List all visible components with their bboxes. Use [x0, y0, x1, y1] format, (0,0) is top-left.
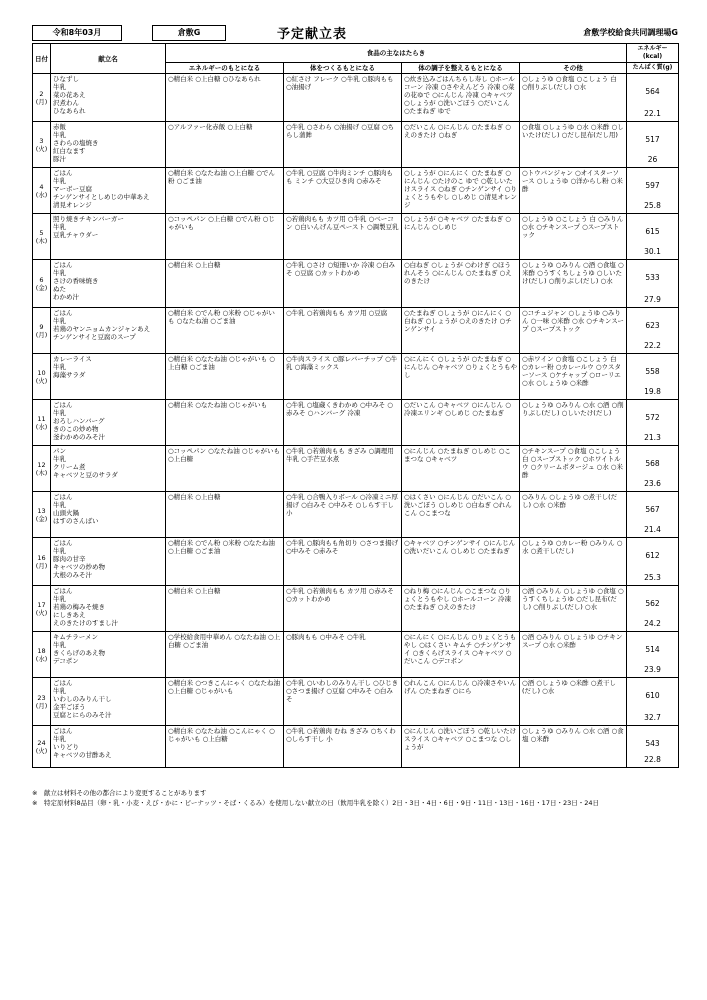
- kcal-value: 610: [645, 691, 660, 700]
- kcal-value: 572: [645, 413, 660, 422]
- body-foods-cell: ○牛乳 ○豆腐 ○牛肉ミンチ ○豚肉もも ミンチ ○大豆ひき肉 ○赤みそ: [284, 168, 402, 214]
- day-of-week: (水): [35, 422, 48, 431]
- dish-name: 牛乳: [53, 131, 66, 139]
- dish-name: 赤飯: [53, 123, 66, 131]
- day-number: 18: [37, 646, 46, 655]
- body-foods-cell: ○牛乳 ○さけ ○短冊いか 冷凍 ○白みそ ○豆腐 ○カットわかめ: [284, 260, 402, 308]
- body-foods-cell: ○牛乳 ○若鶏肉もも カツ用 ○豆腐: [284, 308, 402, 354]
- protein-value: 25.3: [644, 573, 661, 582]
- header-energy: エネルギーのもとになる: [166, 63, 284, 74]
- day-cell: [33, 260, 51, 308]
- other-foods-cell: ○しょうゆ ○みりん ○水 ○酒 ○食塩 ○米酢: [520, 726, 627, 768]
- header-protein: たんぱく質(g): [627, 63, 679, 74]
- day-number: 10: [37, 368, 46, 377]
- condition-foods-cell: ○白ねぎ ○しょうが ○わけぎ ○ほうれんそう ○にんじん ○たまねぎ ○えのきたけ: [402, 260, 520, 308]
- dish-name: わかめ汁: [53, 293, 79, 301]
- day-of-week: (木): [35, 468, 48, 477]
- dish-name: はすのさんばい: [53, 517, 99, 525]
- dish-name: 大根のみそ汁: [53, 571, 92, 579]
- energy-foods-cell: ○アルファー化赤飯 ○上白糖: [166, 122, 284, 168]
- dish-name: ひなあられ: [53, 107, 86, 115]
- dish-name: カレーライス: [53, 355, 92, 363]
- day-number: 23: [37, 693, 46, 702]
- day-number: 9: [39, 322, 44, 331]
- dish-name: にしきあえ: [53, 611, 86, 619]
- day-cell: [33, 308, 51, 354]
- energy-foods-cell: ○コッペパン ○なたね油 ○じゃがいも ○上白糖: [166, 446, 284, 492]
- energy-foods-cell: ○精白米 ○なたね油 ○上白糖 ○でん粉 ○ごま油: [166, 168, 284, 214]
- dish-name: おろしハンバーグ: [53, 417, 105, 425]
- day-row: [33, 214, 679, 260]
- protein-value: 19.8: [644, 387, 661, 396]
- energy-foods-cell: ○コッペパン ○上白糖 ○でん粉 ○じゃがいも: [166, 214, 284, 260]
- dish-cell: [51, 308, 166, 354]
- protein-value: 25.8: [644, 201, 661, 210]
- protein-value: 32.7: [644, 713, 661, 722]
- day-of-week: (木): [35, 236, 48, 245]
- dish-name: 牛乳: [53, 363, 66, 371]
- kcal-value: 564: [645, 87, 660, 96]
- dish-name: 牛乳: [53, 501, 66, 509]
- header-other: その他: [520, 63, 627, 74]
- day-row: [33, 632, 679, 678]
- protein-value: 22.2: [644, 341, 661, 350]
- body-foods-cell: ○牛乳 ○さわら ○油揚げ ○豆腐 ○ちらし蒲鉾: [284, 122, 402, 168]
- day-number: 6: [39, 275, 44, 284]
- dish-name: 豆乳チャウダー: [53, 231, 99, 239]
- header-body: 体をつくるもとになる: [284, 63, 402, 74]
- protein-value: 26: [647, 155, 658, 164]
- dish-name: いわしのみりん干し: [53, 695, 112, 703]
- other-foods-cell: ○しょうゆ ○みりん ○水 ○酒 ○削りぶし(だし) ○しいたけ(だし): [520, 400, 627, 446]
- dish-name: きくらげのあえ物: [53, 649, 105, 657]
- dish-name: 山頭火鍋: [53, 509, 79, 517]
- dish-cell: [51, 260, 166, 308]
- nutrition-cell: [627, 168, 679, 214]
- dish-name: 若鶏のヤンニョムカンジャンあえ: [53, 325, 151, 333]
- dish-name: きのこの炒め物: [53, 425, 99, 433]
- body-foods-cell: ○豚肉もも ○中みそ ○牛乳: [284, 632, 402, 678]
- dish-name: 牛乳: [53, 409, 66, 417]
- day-cell: [33, 122, 51, 168]
- day-cell: [33, 538, 51, 586]
- day-number: 17: [37, 600, 46, 609]
- body-foods-cell: ○牛乳 ○若鶏肉もも カツ用 ○赤みそ ○カットわかめ: [284, 586, 402, 632]
- condition-foods-cell: ○にんにく ○にんじん ○りょくとうもやし ○はくさい キムチ ○チンゲンサイ ○きくらげスライス ○キャベツ ○だいこん ○デコポン: [402, 632, 520, 678]
- energy-foods-cell: ○精白米 ○上白糖 ○ひなあられ: [166, 74, 284, 122]
- day-number: 5: [39, 228, 44, 237]
- energy-foods-cell: ○精白米 ○なたね油 ○こんにゃく ○じゃがいも ○上白糖: [166, 726, 284, 768]
- day-of-week: (月): [35, 97, 48, 106]
- header-condition: 体の調子を整えるもとになる: [402, 63, 520, 74]
- energy-foods-cell: ○精白米 ○でん粉 ○米粉 ○じゃがいも ○なたね油 ○ごま油: [166, 308, 284, 354]
- day-row: [33, 354, 679, 400]
- dish-name: マーボー豆腐: [53, 185, 92, 193]
- day-of-week: (金): [35, 514, 48, 523]
- day-cell: [33, 586, 51, 632]
- condition-foods-cell: ○だいこん ○にんじん ○たまねぎ ○えのきたけ ○ねぎ: [402, 122, 520, 168]
- dish-name: 牛乳: [53, 317, 66, 325]
- dish-cell: [51, 214, 166, 260]
- day-cell: [33, 400, 51, 446]
- dish-name: チンゲンサイと豆腐のスープ: [53, 333, 136, 341]
- dish-name: 牛乳: [53, 641, 66, 649]
- day-cell: [33, 74, 51, 122]
- day-cell: [33, 446, 51, 492]
- protein-value: 21.4: [644, 525, 661, 534]
- energy-foods-cell: ○精白米 ○なたね油 ○じゃがいも ○上白糖 ○ごま油: [166, 354, 284, 400]
- dish-name: 牛乳: [53, 687, 66, 695]
- dish-cell: [51, 632, 166, 678]
- day-number: 11: [37, 414, 46, 423]
- dish-name: ごはん: [53, 493, 73, 501]
- dish-name: えのきたけのすまし汁: [53, 619, 118, 627]
- day-row: [33, 308, 679, 354]
- body-foods-cell: ○牛乳 ○豚肉もも角切り ○さつま揚げ ○中みそ ○赤みそ: [284, 538, 402, 586]
- dish-name: ごはん: [53, 727, 73, 735]
- dish-name: パン: [53, 447, 66, 455]
- dish-name: キャベツの炒め物: [53, 563, 105, 571]
- dish-name: ごはん: [53, 169, 73, 177]
- day-row: [33, 74, 679, 122]
- other-foods-cell: ○しょうゆ ○みりん ○酒 ○食塩 ○米酢 ○うすくちしょうゆ ○しいたけ(だし) ○削りぶし(だし) ○水: [520, 260, 627, 308]
- dish-name: 若鶏の梅みそ焼き: [53, 603, 105, 611]
- kcal-value: 543: [645, 739, 660, 748]
- condition-foods-cell: ○れんこん ○にんじん ○冷凍さやいんげん ○たまねぎ ○にら: [402, 678, 520, 726]
- kitchen-name: 倉敷学校給食共同調理場G: [583, 28, 678, 37]
- other-foods-cell: ○酒 ○しょうゆ ○米酢 ○煮干し(だし) ○水: [520, 678, 627, 726]
- condition-foods-cell: ○しょうが ○にんにく ○たまねぎ ○にんじん ○たけのこ ゆで ○乾しいたけスライス ○ねぎ ○チンゲンサイ ○りょくとうもやし ○しめじ ○清見オレンジ: [402, 168, 520, 214]
- body-foods-cell: ○若鶏肉もも カツ用 ○牛乳 ○ベーコン ○白いんげん豆ペースト ○調製豆乳: [284, 214, 402, 260]
- dish-name: 牛乳: [53, 547, 66, 555]
- dish-name: 牛乳: [53, 455, 66, 463]
- other-foods-cell: ○しょうゆ ○カレー粉 ○みりん ○水 ○煮干し(だし): [520, 538, 627, 586]
- other-foods-cell: ○みりん ○しょうゆ ○煮干し(だし) ○水 ○米酢: [520, 492, 627, 538]
- menu-body: [33, 74, 679, 768]
- other-foods-cell: ○しょうゆ ○食塩 ○こしょう 白 ○削りぶし(だし) ○水: [520, 74, 627, 122]
- day-of-week: (火): [35, 746, 48, 755]
- nutrition-cell: [627, 538, 679, 586]
- header-kcal: エネルギー(kcal): [627, 44, 679, 63]
- body-foods-cell: ○牛乳 ○若鶏肉 むね きざみ ○ちくわ ○しらす干し 小: [284, 726, 402, 768]
- condition-foods-cell: ○だいこん ○キャベツ ○にんじん ○冷凍エリンギ ○しめじ ○たまねぎ: [402, 400, 520, 446]
- other-foods-cell: ○赤ワイン ○食塩 ○こしょう 白 ○カレー粉 ○カレールウ ○ウスターソース ○ケチャップ ○ローリエ ○水 ○しょうゆ ○米酢: [520, 354, 627, 400]
- dish-name: 照り焼きチキンバーガー: [53, 215, 124, 223]
- protein-value: 22.1: [644, 109, 661, 118]
- condition-foods-cell: ○ねり梅 ○にんじん ○こまつな ○りょくとうもやし ○ホールコーン 冷凍 ○たまねぎ ○えのきたけ: [402, 586, 520, 632]
- dish-name: ごはん: [53, 261, 73, 269]
- body-foods-cell: ○牛肉スライス ○豚レバーチップ ○牛乳 ○海藻ミックス: [284, 354, 402, 400]
- nutrition-cell: [627, 492, 679, 538]
- dish-name: さけの香味焼き: [53, 277, 99, 285]
- day-cell: [33, 678, 51, 726]
- dish-cell: [51, 74, 166, 122]
- protein-value: 24.2: [644, 619, 661, 628]
- day-number: 2: [39, 89, 44, 98]
- dish-name: ごはん: [53, 539, 73, 547]
- dish-name: 牛乳: [53, 595, 66, 603]
- body-foods-cell: ○牛乳 ○いわしのみりん干し ○ひじき ○さつま揚げ ○豆腐 ○中みそ ○白みそ: [284, 678, 402, 726]
- energy-foods-cell: ○精白米 ○上白糖: [166, 586, 284, 632]
- kcal-value: 562: [645, 599, 660, 608]
- condition-foods-cell: ○炊き込みごはんちらし寿し ○ホールコーン 冷凍 ○さやえんどう 冷凍 ○菜の花ゆで ○にんじん 冷凍 ○キャベツ ○しょうが ○洗いごぼう ○だいこん ○たまねぎ ゆで: [402, 74, 520, 122]
- day-of-week: (水): [35, 190, 48, 199]
- kcal-value: 514: [645, 645, 660, 654]
- condition-foods-cell: ○にんじん ○たまねぎ ○しめじ ○こまつな ○キャベツ: [402, 446, 520, 492]
- kcal-value: 597: [645, 181, 660, 190]
- day-row: [33, 726, 679, 768]
- day-number: 13: [37, 506, 46, 515]
- nutrition-cell: [627, 308, 679, 354]
- nutrition-cell: [627, 122, 679, 168]
- dish-name: 豚汁: [53, 155, 66, 163]
- day-row: [33, 168, 679, 214]
- kcal-value: 533: [645, 273, 660, 282]
- note-line: ※ 献立は材料その他の都合により変更することがあります: [32, 789, 207, 797]
- dish-name: キムチラーメン: [53, 633, 98, 641]
- dish-name: キャベツの甘酢あえ: [53, 751, 112, 759]
- other-foods-cell: ○酒 ○みりん ○しょうゆ ○チキンスープ ○水 ○米酢: [520, 632, 627, 678]
- body-foods-cell: ○紅さけ フレーク ○牛乳 ○豚肉もも ○油揚げ: [284, 74, 402, 122]
- other-foods-cell: ○チキンスープ ○食塩 ○こしょう 白 ○スープストック ○ホワイトルウ ○クリームポタージュ ○水 ○米酢: [520, 446, 627, 492]
- day-cell: [33, 168, 51, 214]
- energy-foods-cell: ○精白米 ○でん粉 ○米粉 ○なたね油 ○上白糖 ○ごま油: [166, 538, 284, 586]
- nutrition-cell: [627, 214, 679, 260]
- condition-foods-cell: ○にんじん ○洗いごぼう ○乾しいたけスライス ○キャベツ ○こまつな ○しょうが: [402, 726, 520, 768]
- day-of-week: (水): [35, 654, 48, 663]
- dish-cell: [51, 726, 166, 768]
- dish-name: キャベツと豆のサラダ: [53, 471, 118, 479]
- day-row: [33, 400, 679, 446]
- other-foods-cell: ○酒 ○みりん ○しょうゆ ○食塩 ○うすくちしょうゆ ○だし昆布(だし) ○削りぶし(だし) ○水: [520, 586, 627, 632]
- school-box: 倉敷G: [152, 25, 226, 41]
- dish-name: ごはん: [53, 679, 73, 687]
- condition-foods-cell: ○しょうが ○キャベツ ○たまねぎ ○にんじん ○しめじ: [402, 214, 520, 260]
- kcal-value: 623: [645, 321, 660, 330]
- day-row: [33, 678, 679, 726]
- nutrition-cell: [627, 726, 679, 768]
- protein-value: 22.8: [644, 755, 661, 764]
- body-foods-cell: ○牛乳 ○塩蔵くきわかめ ○中みそ ○赤みそ ○ハンバーグ 冷凍: [284, 400, 402, 446]
- day-cell: [33, 492, 51, 538]
- dish-name: 沢煮わん: [53, 99, 79, 107]
- day-number: 16: [37, 553, 46, 562]
- dish-name: ごはん: [53, 587, 73, 595]
- dish-name: 牛乳: [53, 735, 66, 743]
- dish-name: いりどり: [53, 743, 79, 751]
- kcal-value: 612: [645, 551, 660, 560]
- header-dish: 献立名: [51, 44, 166, 74]
- day-of-week: (火): [35, 144, 48, 153]
- day-row: [33, 492, 679, 538]
- other-foods-cell: ○食塩 ○しょうゆ ○水 ○米酢 ○しいたけ(だし) ○だし昆布(だし用): [520, 122, 627, 168]
- kcal-value: 558: [645, 367, 660, 376]
- protein-value: 21.3: [644, 433, 661, 442]
- dish-name: さわらの塩焼き: [53, 139, 99, 147]
- dish-name: ごはん: [53, 309, 73, 317]
- other-foods-cell: ○トウバンジャン ○オイスターソース ○しょうゆ ○洋からし粉 ○米酢: [520, 168, 627, 214]
- dish-name: 紅白なます: [53, 147, 86, 155]
- day-number: 4: [39, 182, 44, 191]
- protein-value: 27.9: [644, 295, 661, 304]
- protein-value: 23.9: [644, 665, 661, 674]
- day-of-week: (月): [35, 330, 48, 339]
- other-foods-cell: ○コチュジャン ○しょうゆ ○みりん ○一味 ○米酢 ○水 ○チキンスープ ○スープストック: [520, 308, 627, 354]
- dish-name: 牛乳: [53, 269, 66, 277]
- dish-name: 清見オレンジ: [53, 201, 92, 209]
- kcal-value: 568: [645, 459, 660, 468]
- condition-foods-cell: ○にんにく ○しょうが ○たまねぎ ○にんじん ○キャベツ ○りょくとうもやし: [402, 354, 520, 400]
- page-title: 予定献立表: [277, 27, 348, 42]
- nutrition-cell: [627, 678, 679, 726]
- dish-name: 海藻サラダ: [53, 371, 86, 379]
- dish-name: ぬた: [53, 285, 66, 293]
- dish-name: 釜わかめのみそ汁: [53, 433, 105, 441]
- condition-foods-cell: ○キャベツ ○チンゲンサイ ○にんじん ○洗いだいこん ○しめじ ○たまねぎ: [402, 538, 520, 586]
- header-ingredients: 食品の主なはたらき: [166, 44, 627, 63]
- header-row: [32, 25, 678, 41]
- dish-cell: [51, 354, 166, 400]
- dish-name: ごはん: [53, 401, 73, 409]
- condition-foods-cell: ○はくさい ○にんじん ○だいこん ○洗いごぼう ○しめじ ○白ねぎ ○れんこん ○こまつな: [402, 492, 520, 538]
- nutrition-cell: [627, 74, 679, 122]
- dish-name: デコポン: [53, 657, 79, 665]
- dish-cell: [51, 678, 166, 726]
- energy-foods-cell: ○精白米 ○なたね油 ○じゃがいも: [166, 400, 284, 446]
- day-of-week: (月): [35, 561, 48, 570]
- energy-foods-cell: ○精白米 ○つきこんにゃく ○なたね油 ○上白糖 ○じゃがいも: [166, 678, 284, 726]
- note-line: ※ 特定原材料8品目（卵・乳・小麦・えび・かに・ピーナッツ・そば・くるみ）を使用しない献立の日（飲用牛乳を除く）2日・3日・4日・6日・9日・11日・13日・16日・17日・23日・24日: [32, 799, 599, 807]
- period-box: 令和8年03月: [32, 25, 122, 41]
- day-number: 12: [37, 460, 46, 469]
- dish-name: 菜の花あえ: [53, 91, 86, 99]
- kcal-value: 567: [645, 505, 660, 514]
- dish-name: 牛乳: [53, 223, 66, 231]
- nutrition-cell: [627, 586, 679, 632]
- day-row: [33, 446, 679, 492]
- day-of-week: (月): [35, 701, 48, 710]
- dish-cell: [51, 586, 166, 632]
- dish-cell: [51, 492, 166, 538]
- kcal-value: 517: [645, 135, 660, 144]
- day-of-week: (火): [35, 608, 48, 617]
- nutrition-cell: [627, 632, 679, 678]
- condition-foods-cell: ○たまねぎ ○しょうが ○にんにく ○白ねぎ ○しょうが ○えのきたけ ○チンゲンサイ: [402, 308, 520, 354]
- dish-name: 牛乳: [53, 83, 66, 91]
- dish-cell: [51, 400, 166, 446]
- dish-name: 豚肉の甘辛: [53, 555, 86, 563]
- dish-name: 牛乳: [53, 177, 66, 185]
- day-row: [33, 538, 679, 586]
- nutrition-cell: [627, 400, 679, 446]
- other-foods-cell: ○しょうゆ ○こしょう 白 ○みりん ○水 ○チキンスープ ○スープストック: [520, 214, 627, 260]
- day-row: [33, 260, 679, 308]
- day-cell: [33, 354, 51, 400]
- protein-value: 23.6: [644, 479, 661, 488]
- header-day: 日付: [33, 44, 51, 74]
- dish-name: チンゲンサイとしめじの中華あえ: [53, 193, 150, 201]
- day-cell: [33, 632, 51, 678]
- day-number: 3: [39, 136, 44, 145]
- day-row: [33, 122, 679, 168]
- menu-table: [32, 43, 679, 768]
- day-of-week: (金): [35, 283, 48, 292]
- dish-name: ひなずし: [53, 75, 79, 83]
- body-foods-cell: ○牛乳 ○合鴨入りボール ○冷凍ミニ厚揚げ ○白みそ ○中みそ ○しらす干し 小: [284, 492, 402, 538]
- dish-cell: [51, 122, 166, 168]
- notes: [32, 788, 692, 808]
- day-cell: [33, 726, 51, 768]
- kcal-value: 615: [645, 227, 660, 236]
- dish-cell: [51, 538, 166, 586]
- dish-name: クリーム煮: [53, 463, 86, 471]
- dish-name: 金平ごぼう: [53, 703, 86, 711]
- energy-foods-cell: ○精白米 ○上白糖: [166, 260, 284, 308]
- energy-foods-cell: ○学校給食用中華めん ○なたね油 ○上白糖 ○ごま油: [166, 632, 284, 678]
- day-cell: [33, 214, 51, 260]
- dish-cell: [51, 168, 166, 214]
- nutrition-cell: [627, 446, 679, 492]
- energy-foods-cell: ○精白米 ○上白糖: [166, 492, 284, 538]
- dish-name: 豆腐とにらのみそ汁: [53, 711, 112, 719]
- day-number: 24: [37, 738, 46, 747]
- day-row: [33, 586, 679, 632]
- body-foods-cell: ○牛乳 ○若鶏肉もも きざみ ○調理用牛乳 ○手芒豆水煮: [284, 446, 402, 492]
- day-of-week: (火): [35, 376, 48, 385]
- nutrition-cell: [627, 260, 679, 308]
- protein-value: 30.1: [644, 247, 661, 256]
- dish-cell: [51, 446, 166, 492]
- nutrition-cell: [627, 354, 679, 400]
